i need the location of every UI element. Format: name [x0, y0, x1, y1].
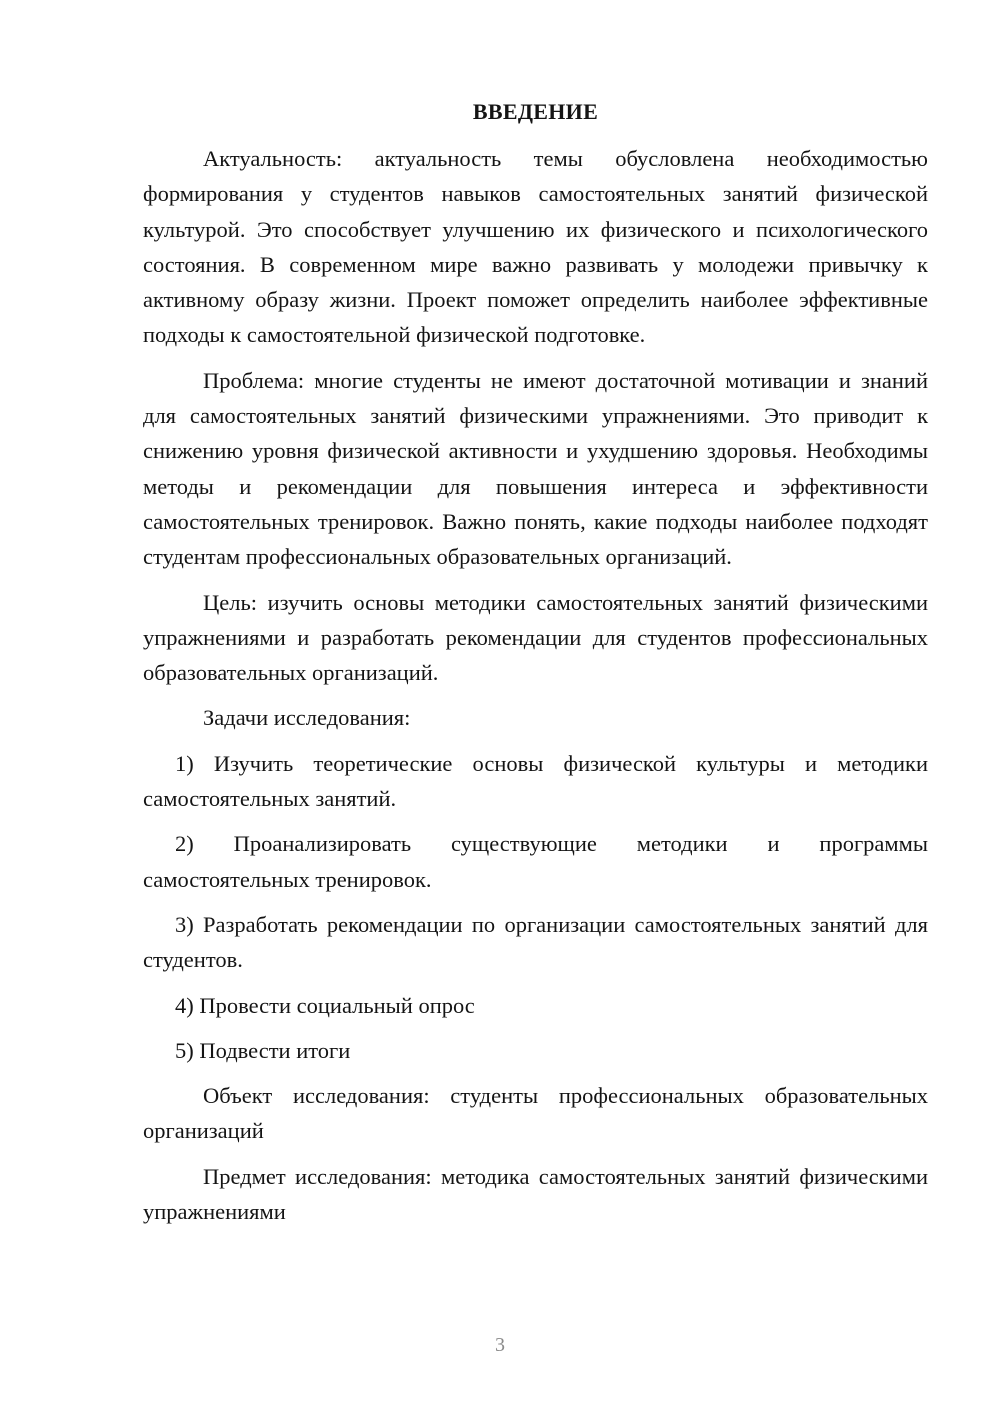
goal-paragraph: Цель: изучить основы методики самостоятельных занятий физическими упражнениями и разработать рекомендации для студентов профессиональных образовательных организаций. [143, 589, 928, 686]
object-paragraph: Объект исследования: студенты профессиональных образовательных организаций [143, 1083, 928, 1144]
tasks-heading: Задачи исследования: [203, 705, 411, 731]
problem-paragraph: Проблема: многие студенты не имеют достаточной мотивации и знаний для самостоятельных занятий физическими упражнениями. Это приводит к снижению уровня физической активности и ухудшению здоровья. Необходимы методы и рекомендации для повышения интереса и эффективности самостоятельных тренировок. Важно понять, какие подходы наиболее подходят студентам профессиональных образовательных организаций. [143, 367, 928, 570]
subject-paragraph: Предмет исследования: методика самостоятельных занятий физическими упражнениями [143, 1163, 928, 1225]
page-title: ВВЕДЕНИЕ [472, 99, 599, 124]
page-content [143, 94, 928, 1229]
task-item: 3) Разработать рекомендации по организации самостоятельных занятий для студентов. [143, 911, 928, 973]
task-item: 1) Изучить теоретические основы физической культуры и методики самостоятельных занятий. [143, 750, 928, 812]
task-item: 4) Провести социальный опрос [175, 992, 475, 1018]
relevance-paragraph: Актуальность: актуальность темы обусловлена необходимостью формирования у студентов навыков самостоятельных занятий физической культурой. Это способствует улучшению их физического и психологического состояния. В современном мире важно развивать у молодежи привычку к активному образу жизни. Проект поможет определить наиболее эффективные подходы к самостоятельной физической подготовке. [143, 146, 928, 348]
page-number: 3 [495, 1334, 505, 1356]
task-item: 5) Подвести итоги [175, 1037, 351, 1063]
task-item: 2) Проанализировать существующие методики и программы самостоятельных тренировок. [143, 831, 928, 892]
